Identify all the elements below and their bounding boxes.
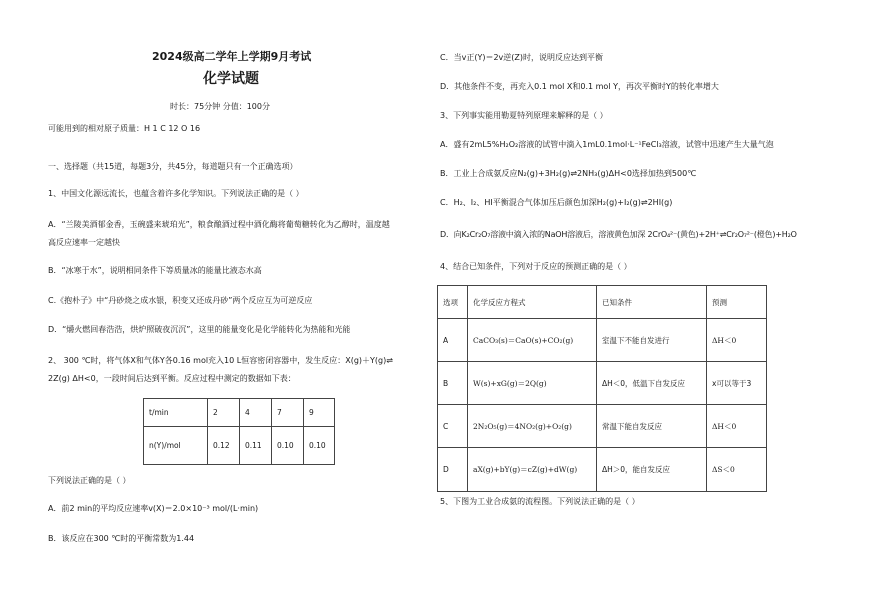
section-heading: 一、选择题（共15道，每题3分，共45分，每道题只有一个正确选项） — [48, 162, 298, 171]
q1-option-a-cont: 高反应速率一定越快 — [48, 238, 120, 247]
table-cell: ΔH＞0，能自发反应 — [597, 448, 707, 492]
table-cell: x可以等于3 — [707, 362, 767, 405]
q1-option-b: B．“冰寒于水”，说明相同条件下等质量冰的能量比液态水高 — [48, 266, 262, 275]
table-cell: 已知条件 — [597, 286, 707, 319]
table-cell: B — [438, 362, 468, 405]
atomic-masses: 可能用到的相对原子质量：H 1 C 12 O 16 — [48, 124, 201, 133]
table-row — [438, 405, 767, 448]
table-cell: ΔH＜0 — [707, 319, 767, 362]
q2-data-table — [143, 398, 335, 465]
table-cell: 0.10 — [304, 427, 335, 465]
table-cell: 0.10 — [272, 427, 304, 465]
q2-option-d: D．其他条件不变，再充入0.1 mol X和0.1 mol Y，再次平衡时Y的转化率增大 — [440, 82, 719, 91]
q1-option-c: C.《抱朴子》中“丹砂烧之成水银，积变又还成丹砂”两个反应互为可逆反应 — [48, 296, 313, 305]
q4-reaction-table — [437, 285, 767, 492]
table-cell: 预测 — [707, 286, 767, 319]
q3-stem: 3、下列事实能用勒夏特列原理来解释的是（ ） — [440, 111, 608, 120]
table-cell: A — [438, 319, 468, 362]
table-cell: CaCO₃(s)＝CaO(s)+CO₂(g) — [468, 319, 597, 362]
table-cell: n(Y)/mol — [144, 427, 208, 465]
table-cell: 2 — [208, 399, 240, 427]
table-cell: 9 — [304, 399, 335, 427]
time-score: 时长：75分钟 分值：100分 — [170, 102, 270, 111]
table-cell: 室温下不能自发进行 — [597, 319, 707, 362]
q2-option-a: A．前2 min的平均反应速率v(X)＝2.0×10⁻³ mol/(L·min) — [48, 504, 259, 513]
table-cell: 化学反应方程式 — [468, 286, 597, 319]
q4-stem: 4、结合已知条件，下列对于反应的预测正确的是（ ） — [440, 262, 632, 271]
q5-stem: 5、下图为工业合成氨的流程图。下列说法正确的是（ ） — [440, 497, 640, 506]
q2-option-c: C．当v正(Y)＝2v逆(Z)时，说明反应达到平衡 — [440, 53, 603, 62]
q2-stem-cont: 2Z(g) ΔH<0，一段时间后达到平衡。反应过程中测定的数据如下表： — [48, 374, 296, 383]
table-cell: 4 — [240, 399, 272, 427]
table-row — [438, 319, 767, 362]
table-cell: 7 — [272, 399, 304, 427]
table-cell: aX(g)+bY(g)＝cZ(g)+dW(g) — [468, 448, 597, 492]
table-row — [438, 448, 767, 492]
q3-option-b: B．工业上合成氨反应N₂(g)+3H₂(g)⇌2NH₃(g)ΔH<0选择加热到500℃ — [440, 169, 697, 178]
q3-option-d: D．向K₂Cr₂O₇溶液中滴入浓的NaOH溶液后，溶液黄色加深 2CrO₄²⁻(黄色)+2H⁺⇌Cr₂O₇²⁻(橙色)+H₂O — [440, 230, 797, 239]
exam-title: 2024级高二学年上学期9月考试 — [152, 50, 312, 63]
table-cell: 0.12 — [208, 427, 240, 465]
table-cell: t/min — [144, 399, 208, 427]
table-cell: 0.11 — [240, 427, 272, 465]
table-row — [438, 286, 767, 319]
q2-prompt: 下列说法正确的是（ ） — [48, 476, 131, 485]
table-cell: 常温下能自发反应 — [597, 405, 707, 448]
table-cell: 2N₂O₅(g)＝4NO₂(g)+O₂(g) — [468, 405, 597, 448]
q3-option-a: A．盛有2mL5%H₂O₂溶液的试管中滴入1mL0.1mol·L⁻¹FeCl₃溶液，试管中迅速产生大量气泡 — [440, 140, 774, 149]
q3-option-c: C．H₂、I₂、HI平衡混合气体加压后颜色加深H₂(g)+I₂(g)⇌2HI(g) — [440, 198, 673, 207]
table-cell: W(s)+xG(g)＝2Q(g) — [468, 362, 597, 405]
q1-stem: 1、中国文化源远流长，也蕴含着许多化学知识。下列说法正确的是（ ） — [48, 189, 304, 198]
table-cell: 选项 — [438, 286, 468, 319]
subject-title: 化学试题 — [203, 71, 259, 87]
table-row — [144, 399, 335, 427]
q2-option-b: B．该反应在300 ℃时的平衡常数为1.44 — [48, 534, 195, 543]
q1-option-d: D．“爝火燃回春浩浩，烘炉照破夜沉沉”，这里的能量变化是化学能转化为热能和光能 — [48, 325, 351, 334]
table-row — [438, 362, 767, 405]
table-row — [144, 427, 335, 465]
q1-option-a: A．“兰陵美酒郁金香，玉碗盛来琥珀光”，粮食酿酒过程中酒化酶将葡萄糖转化为乙醇时，温度越 — [48, 220, 390, 229]
table-cell: D — [438, 448, 468, 492]
table-cell: C — [438, 405, 468, 448]
q2-stem: 2、 300 ℃时，将气体X和气体Y各0.16 mol充入10 L恒容密闭容器中，发生反应：X(g)＋Y(g)⇌ — [48, 356, 393, 365]
table-cell: ΔS＜0 — [707, 448, 767, 492]
table-cell: ΔH＜0，低温下自发反应 — [597, 362, 707, 405]
table-cell: ΔH＜0 — [707, 405, 767, 448]
